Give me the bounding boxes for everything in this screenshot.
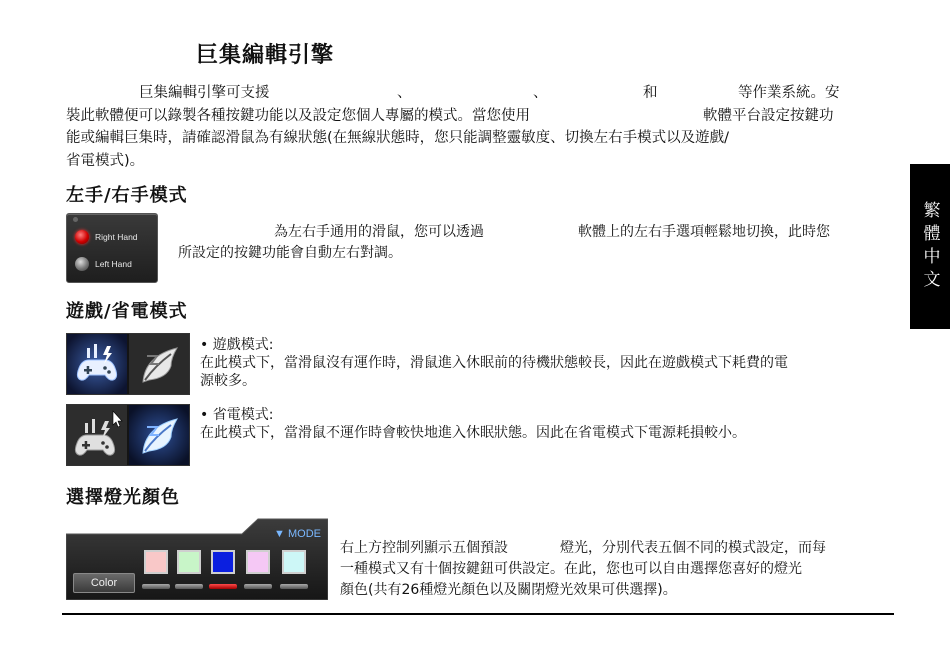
color-paragraph xyxy=(340,538,870,601)
right-hand-option[interactable] xyxy=(75,230,138,244)
game-mode-paragraph xyxy=(200,335,880,398)
swatch-indicator xyxy=(280,584,308,589)
section-heading-mode: 遊戲/省電模式 xyxy=(66,301,188,322)
mode-dropdown[interactable]: ▼ MODE xyxy=(274,528,321,540)
left-hand-label: Left Hand xyxy=(95,259,132,269)
intro-line-1 xyxy=(66,82,860,105)
left-hand-option[interactable] xyxy=(75,257,132,271)
right-hand-label: Right Hand xyxy=(95,232,138,242)
color-button[interactable]: Color xyxy=(73,573,135,593)
hand-mode-widget xyxy=(66,213,158,283)
intro-conjunction: 和 xyxy=(643,85,658,101)
intro-text: 等作業系統。安 xyxy=(738,85,840,101)
hand-text: 為左右手通用的滑鼠，您可以透過 xyxy=(274,224,484,240)
indicator-led-icon xyxy=(73,217,78,222)
hand-line-1 xyxy=(178,222,868,243)
language-tab[interactable] xyxy=(910,164,950,329)
language-tab-label: 繁體中文 xyxy=(919,200,940,293)
intro-line-2 xyxy=(66,105,860,128)
footer-divider xyxy=(62,613,894,615)
color-swatch-5[interactable] xyxy=(282,550,306,574)
section-heading-hand: 左手/右手模式 xyxy=(66,185,188,206)
intro-separator: 、 xyxy=(533,85,548,101)
game-mode-image xyxy=(66,333,190,395)
radio-selected-icon xyxy=(75,230,89,244)
swatch-indicator xyxy=(244,584,272,589)
color-picker-widget xyxy=(66,516,328,600)
intro-text: 能或編輯巨集時，請確認滑鼠為有線狀態(在無線狀態時，您只能調整靈敏度、切換左右手模式以及遊戲/ xyxy=(66,130,730,146)
power-mode-paragraph xyxy=(200,405,880,447)
intro-text: 省電模式)。 xyxy=(66,152,145,169)
radio-unselected-icon xyxy=(75,257,89,271)
hand-text: 軟體上的左右手選項輕鬆地切換，此時您 xyxy=(578,224,830,240)
hand-paragraph xyxy=(178,222,868,264)
intro-line-4 xyxy=(66,150,860,173)
intro-text: 軟體平台設定按鍵功 xyxy=(703,107,834,124)
intro-text: 裝此軟體便可以錄製各種按鍵功能以及設定您個人專屬的模式。當您使用 xyxy=(66,107,530,124)
power-mode-label: • 省電模式: xyxy=(200,407,274,423)
swatch-indicator-active xyxy=(209,584,237,589)
power-mode-line-1: 在此模式下，當滑鼠不運作時會較快地進入休眠狀態。因此在省電模式下電源耗損較小。 xyxy=(200,425,746,441)
color-line-1 xyxy=(340,538,870,559)
color-line-3: 顏色(共有26種燈光顏色以及關閉燈光效果可供選擇)。 xyxy=(340,582,677,598)
power-mode-image xyxy=(66,404,190,466)
color-text: 燈光，分別代表五個不同的模式設定，而每 xyxy=(560,540,826,556)
intro-line-3 xyxy=(66,127,860,150)
section-heading-color: 選擇燈光顏色 xyxy=(66,487,180,508)
color-swatch-3[interactable] xyxy=(211,550,235,574)
hand-text: 所設定的按鍵功能會自動左右對調。 xyxy=(178,245,402,261)
hand-line-2 xyxy=(178,243,868,264)
swatch-indicator xyxy=(175,584,203,589)
game-mode-label: • 遊戲模式: xyxy=(200,337,274,353)
intro-paragraph xyxy=(66,82,860,172)
gamepad-inactive-icon xyxy=(67,405,127,465)
intro-separator: 、 xyxy=(397,85,412,101)
leaf-active-icon xyxy=(129,405,189,465)
leaf-inactive-icon xyxy=(129,334,189,394)
page-title: 巨集編輯引擎 xyxy=(196,43,335,68)
swatch-indicator xyxy=(142,584,170,589)
color-swatch-1[interactable] xyxy=(144,550,168,574)
gamepad-active-icon xyxy=(67,334,127,394)
color-swatch-4[interactable] xyxy=(246,550,270,574)
intro-text: 巨集編輯引擎可支援 xyxy=(139,85,270,101)
color-swatch-2[interactable] xyxy=(177,550,201,574)
color-text: 右上方控制列顯示五個預設 xyxy=(340,540,508,556)
color-line-2: 一種模式又有十個按鍵鈕可供設定。在此，您也可以自由選擇您喜好的燈光 xyxy=(340,561,802,577)
game-mode-line-2: 源較多。 xyxy=(200,373,256,389)
game-mode-line-1: 在此模式下，當滑鼠沒有運作時，滑鼠進入休眠前的待機狀態較長，因此在遊戲模式下耗費的電 xyxy=(200,355,788,371)
